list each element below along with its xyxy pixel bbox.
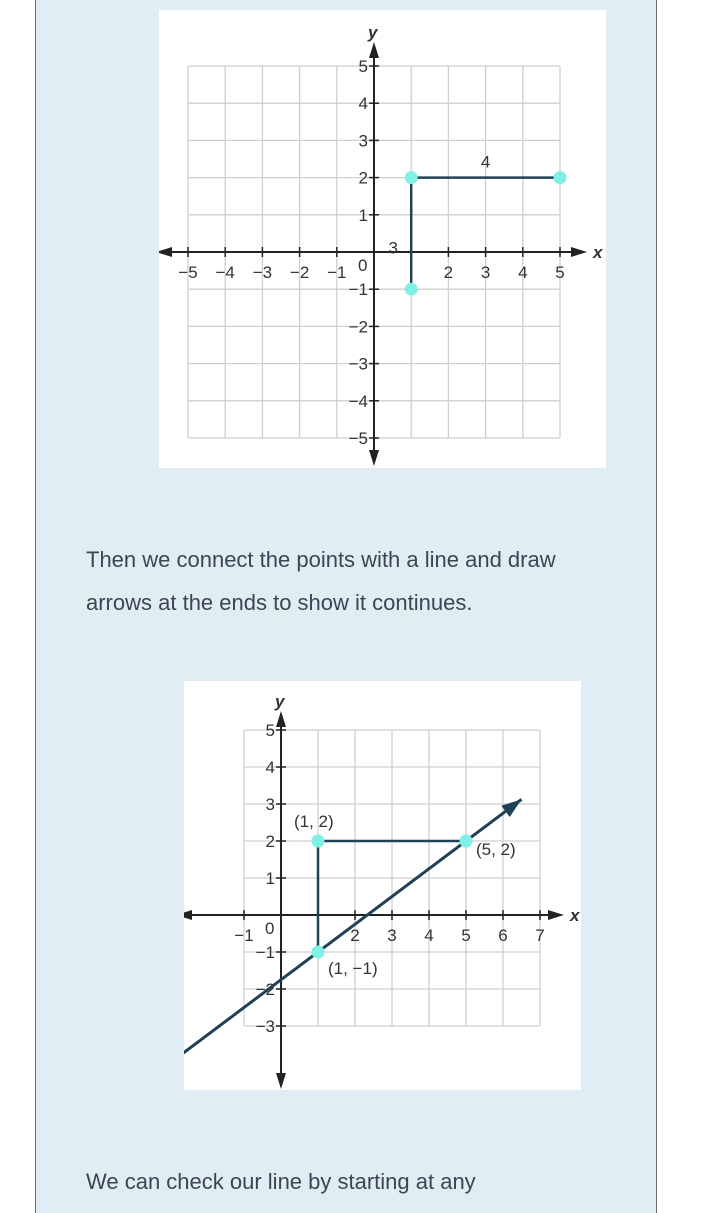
x-tick-label: 4 (518, 263, 528, 282)
y-tick-label: 4 (265, 758, 275, 777)
x-tick-label: −1 (234, 926, 254, 945)
y-tick-label: −4 (348, 391, 368, 411)
content-panel (35, 0, 657, 1213)
y-axis-arrow-down (369, 450, 379, 466)
x-tick-label: 4 (424, 926, 434, 945)
y-tick-label: 1 (358, 205, 368, 225)
y-tick-label: 4 (358, 94, 368, 114)
line-arrow-end (501, 799, 521, 817)
y-tick-label: −3 (348, 354, 368, 374)
x-axis-arrow-left (184, 910, 192, 920)
graph-figure-2 (184, 681, 581, 1090)
segment-label-2: 4 (480, 152, 491, 172)
origin-label: 0 (358, 256, 368, 275)
x-axis-label: x (570, 906, 580, 925)
y-tick-label: −2 (255, 980, 275, 999)
y-tick-label: 1 (265, 869, 275, 888)
y-axis-label: y (275, 692, 285, 711)
graph-figure-1 (159, 10, 606, 468)
segment-label-1: 3 (388, 238, 398, 258)
y-axis-arrow-up (369, 42, 379, 58)
x-axis-label: x (593, 243, 603, 262)
data-point-1 (405, 283, 418, 296)
x-tick-label: −3 (252, 263, 273, 282)
data-point-2 (312, 835, 325, 848)
paragraph-connect-points: Then we connect the points with a line and draw arrows at the ends to show it continues. (86, 547, 556, 615)
y-tick-label: 2 (265, 832, 275, 851)
x-tick-label: −5 (178, 263, 198, 282)
x-tick-label: −1 (327, 263, 347, 282)
x-axis-arrow-right (548, 910, 564, 920)
x-tick-label: 6 (498, 926, 508, 945)
point-label-3: (5, 2) (476, 840, 516, 859)
data-point-2 (405, 171, 418, 184)
origin-label: 0 (265, 919, 275, 938)
y-axis-arrow-down (276, 1073, 286, 1089)
y-tick-label: −2 (348, 317, 368, 337)
data-point-3 (460, 835, 473, 848)
x-tick-label: −4 (215, 263, 235, 282)
x-tick-label: 7 (535, 926, 545, 945)
point-label-2: (1, 2) (294, 812, 334, 831)
y-axis-label: y (368, 23, 378, 42)
x-tick-label: 2 (443, 263, 454, 282)
x-tick-label: −2 (289, 263, 310, 282)
x-axis-arrow-left (159, 247, 172, 257)
graph-1-svg (159, 10, 606, 468)
y-axis-arrow-up (276, 711, 286, 727)
x-tick-label: 5 (555, 263, 565, 282)
x-tick-label: 3 (387, 926, 397, 945)
x-tick-label: 5 (461, 926, 471, 945)
x-tick-label: 2 (350, 926, 360, 945)
y-tick-label: −3 (255, 1017, 275, 1036)
data-point-3 (554, 171, 567, 184)
x-axis-arrow-right (571, 247, 587, 257)
y-tick-label: 5 (265, 721, 275, 740)
y-tick-label: −5 (348, 429, 368, 448)
y-tick-label: −1 (348, 280, 368, 300)
y-tick-label: −1 (255, 943, 275, 962)
y-tick-label: 3 (358, 131, 368, 151)
x-tick-label: 3 (480, 263, 491, 282)
y-tick-label: 5 (358, 57, 368, 76)
graph-2-svg (184, 681, 581, 1090)
y-tick-label: 3 (265, 795, 275, 814)
data-point-1 (312, 946, 325, 959)
point-label-1: (1, −1) (328, 959, 378, 978)
y-tick-label: 2 (358, 168, 368, 188)
paragraph-check-line: We can check our line by starting at any (86, 1169, 476, 1194)
